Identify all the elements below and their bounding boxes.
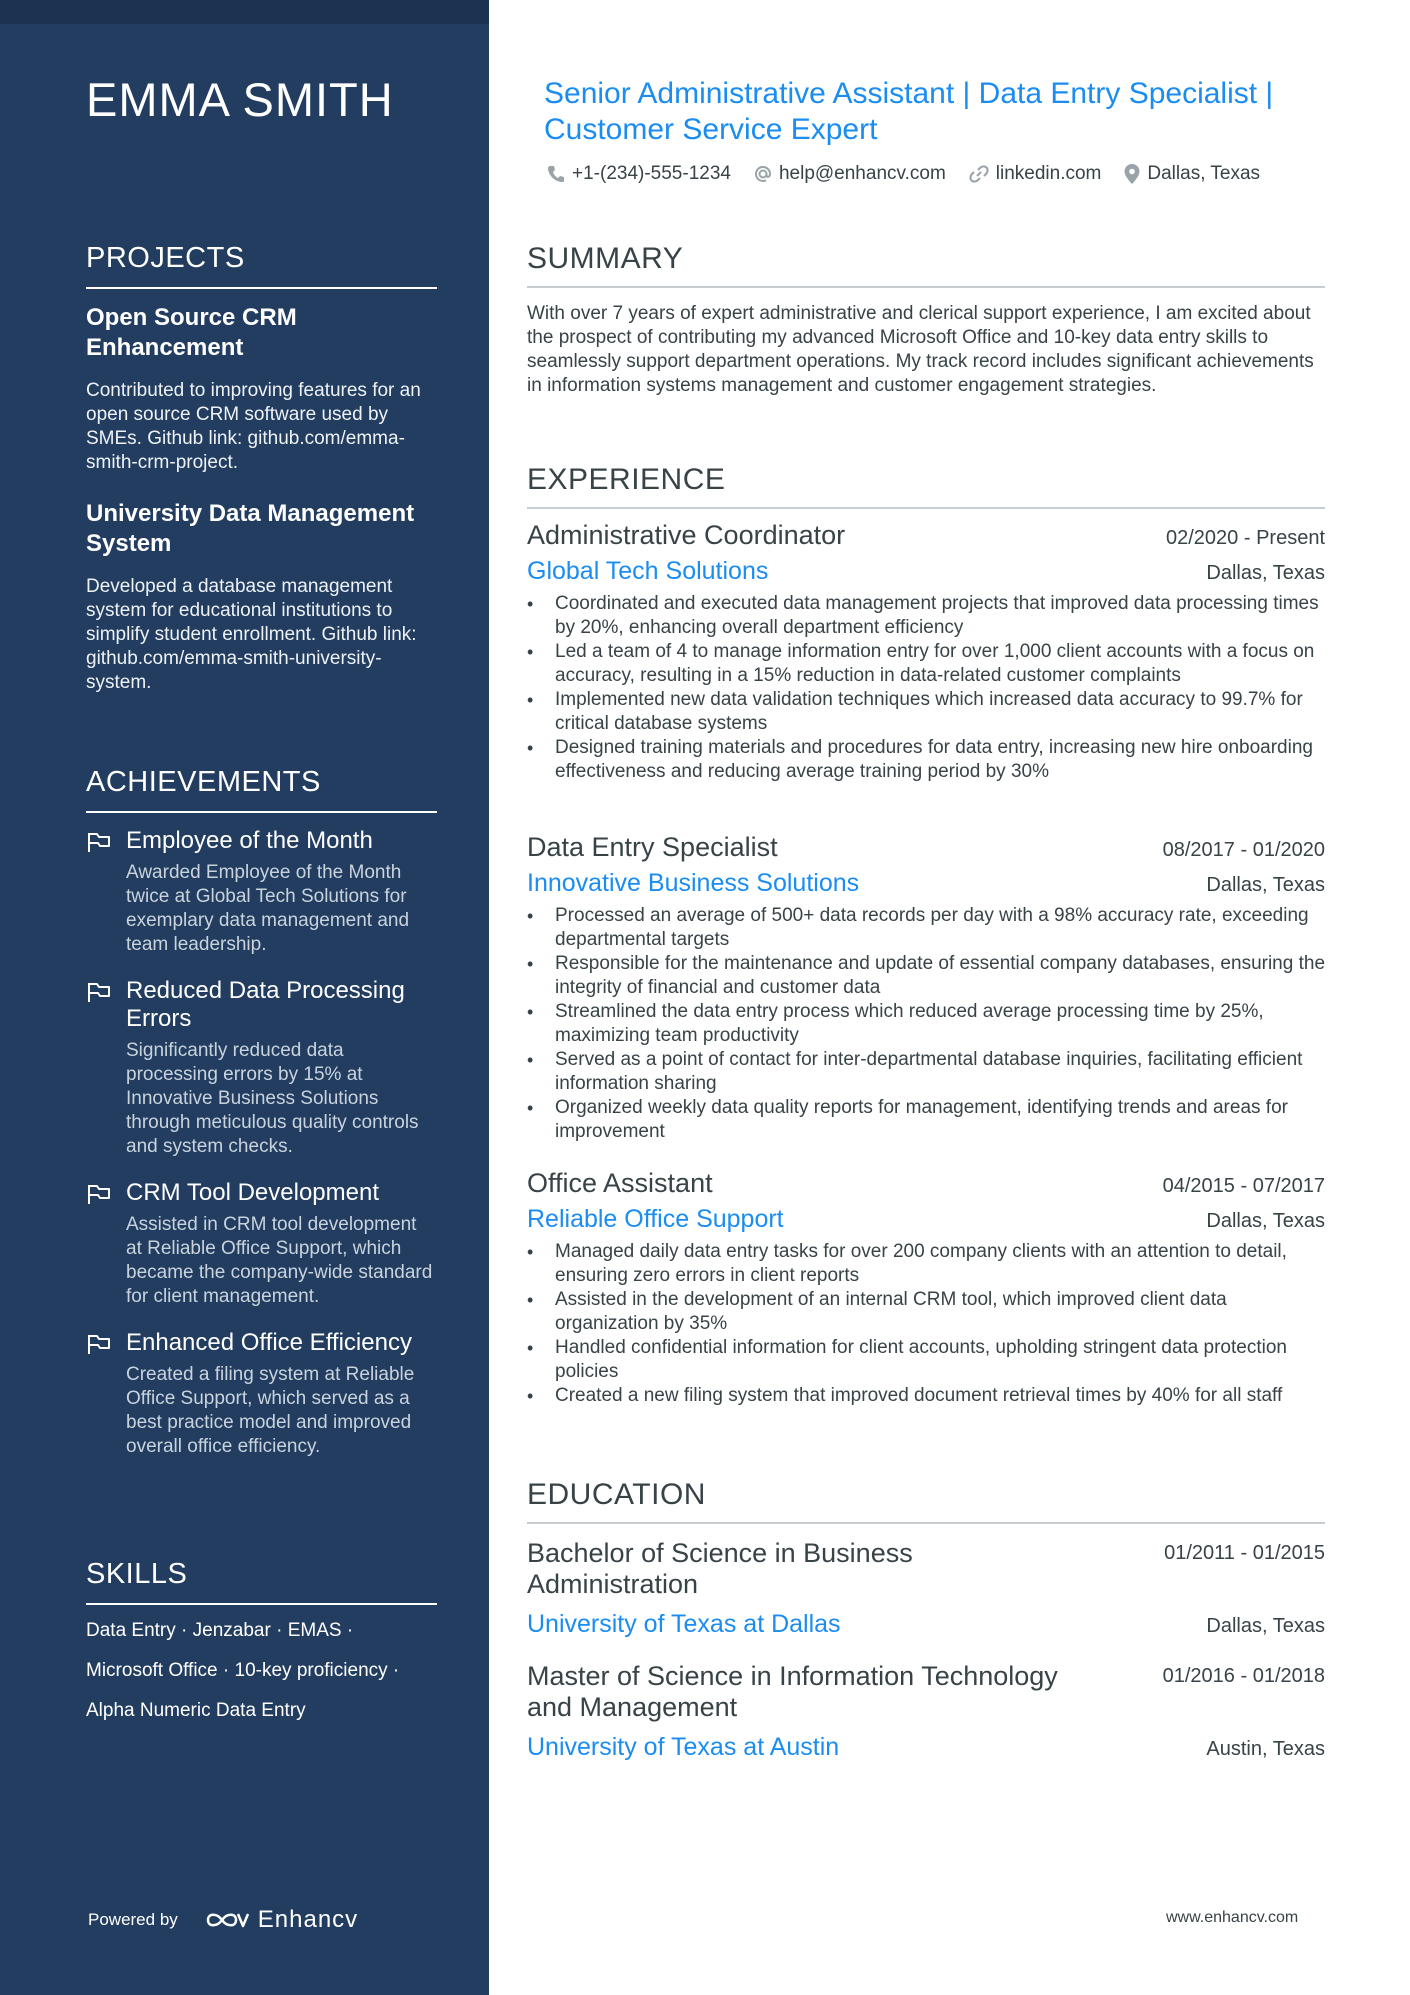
job-entry	[527, 520, 1325, 784]
skills-section	[86, 1558, 437, 1739]
achievement-title: Enhanced Office Efficiency	[126, 1329, 412, 1356]
achievement-title: Reduced Data Processing Errors	[126, 977, 405, 1032]
projects-title: PROJECTS	[86, 242, 437, 289]
project-title: Open Source CRM Enhancement	[86, 304, 297, 361]
education-entry	[527, 1538, 1325, 1639]
education-date: 01/2011 - 01/2015	[1164, 1542, 1325, 1564]
contact-email[interactable]	[753, 163, 946, 185]
job-bullet: • Implemented new data validation techniques which increased data accuracy to 99.7% for critical database systems	[527, 688, 1325, 736]
enhancv-logo[interactable]	[204, 1906, 358, 1934]
education-degree: Master of Science in Information Technology and Management	[527, 1661, 1058, 1722]
job-bullet: • Led a team of 4 to manage information entry for over 1,000 client accounts with a focus on accuracy, resulting in a 15% reduction in data-related customer complaints	[527, 640, 1325, 688]
enhancv-logo-icon	[204, 1908, 250, 1932]
job-date: 04/2015 - 07/2017	[1162, 1175, 1325, 1197]
achievement-description: Awarded Employee of the Month twice at Global Tech Solutions for exemplary data management and team leadership.	[126, 862, 410, 955]
achievement-description: Created a filing system at Reliable Office Support, which served as a best practice model and improved overall office efficiency.	[126, 1364, 415, 1457]
project-item	[86, 303, 437, 475]
job-bullet: • Managed daily data entry tasks for over 200 company clients with an attention to detail, ensuring zero errors in client reports	[527, 1240, 1325, 1288]
achievement-item	[86, 977, 437, 1159]
education-entry	[527, 1661, 1325, 1762]
job-location: Dallas, Texas	[1206, 1210, 1325, 1232]
location-text: Dallas, Texas	[1147, 163, 1261, 184]
projects-section	[86, 242, 437, 719]
project-description: Contributed to improving features for an open source CRM software used by SMEs. Github link: github.com/emma-smith-crm-project.	[86, 380, 421, 473]
achievement-item	[86, 1329, 437, 1459]
job-company[interactable]: Global Tech Solutions	[527, 557, 769, 585]
achievement-item	[86, 1179, 437, 1309]
candidate-name: EMMA SMITH	[86, 73, 394, 126]
at-icon	[753, 164, 773, 184]
education-school[interactable]: University of Texas at Dallas	[527, 1610, 841, 1638]
education-degree: Bachelor of Science in Business Administration	[527, 1538, 913, 1599]
flag-icon	[86, 1333, 112, 1355]
achievements-title: ACHIEVEMENTS	[86, 766, 437, 813]
achievement-title: Employee of the Month	[126, 827, 373, 854]
enhancv-brand: Enhancv	[257, 1906, 359, 1933]
job-date: 02/2020 - Present	[1166, 527, 1325, 549]
education-school[interactable]: University of Texas at Austin	[527, 1733, 840, 1761]
contact-bar	[546, 163, 1282, 185]
footer-url[interactable]: www.enhancv.com	[1166, 1909, 1299, 1926]
job-bullet: • Served as a point of contact for inter-departmental database inquiries, facilitating efficient information sharing	[527, 1048, 1325, 1096]
job-bullet: • Assisted in the development of an internal CRM tool, which improved client data organization by 35%	[527, 1288, 1325, 1336]
education-date: 01/2016 - 01/2018	[1162, 1665, 1325, 1687]
job-bullet: • Organized weekly data quality reports for management, identifying trends and areas for improvement	[527, 1096, 1325, 1144]
achievement-title: CRM Tool Development	[126, 1179, 379, 1206]
contact-phone[interactable]	[546, 163, 731, 185]
link-icon	[968, 164, 990, 184]
experience-title: EXPERIENCE	[527, 463, 1325, 509]
project-description: Developed a database management system for educational institutions to simplify student enrollment. Github link: github.com/emma-smith-university-system.	[86, 576, 417, 693]
flag-icon	[86, 831, 112, 853]
job-bullet: • Handled confidential information for client accounts, upholding stringent data protection policies	[527, 1336, 1325, 1384]
job-bullet: • Created a new filing system that improved document retrieval times by 40% for all staff	[527, 1384, 1325, 1408]
phone-text: +1-(234)-555-1234	[572, 163, 731, 184]
email-text: help@enhancv.com	[778, 163, 946, 184]
phone-icon	[546, 164, 566, 184]
project-item	[86, 499, 437, 695]
sidebar-top-bar	[0, 0, 489, 24]
skills-title: SKILLS	[86, 1558, 437, 1605]
achievements-section	[86, 766, 437, 1479]
job-entry	[527, 832, 1325, 1144]
job-bullet: • Streamlined the data entry process which reduced average processing time by 25%, maximizing team productivity	[527, 1000, 1325, 1048]
job-bullets	[527, 592, 1325, 784]
job-bullets	[527, 1240, 1325, 1408]
achievement-description: Significantly reduced data processing errors by 15% at Innovative Business Solutions through meticulous quality controls and system checks.	[126, 1040, 419, 1157]
job-bullet: • Responsible for the maintenance and update of essential company databases, ensuring the integrity of financial and customer data	[527, 952, 1325, 1000]
job-company[interactable]: Innovative Business Solutions	[527, 869, 860, 897]
education-title: EDUCATION	[527, 1478, 1325, 1524]
powered-by	[88, 1906, 358, 1934]
summary-text: With over 7 years of expert administrative and clerical support experience, I am excited about the prospect of contributing my advanced Microsoft Office and 10-key data entry skills to seamlessly support department operations. My track record includes significant achievements in information systems management and customer engagement strategies.	[527, 303, 1314, 396]
linkedin-text: linkedin.com	[995, 163, 1102, 184]
job-bullet: • Processed an average of 500+ data records per day with a 98% accuracy rate, exceeding departmental targets	[527, 904, 1325, 952]
job-bullets	[527, 904, 1325, 1144]
achievement-item	[86, 827, 437, 957]
skills-line: Data Entry · Jenzabar · EMAS ·	[86, 1620, 354, 1641]
job-date: 08/2017 - 01/2020	[1162, 839, 1325, 861]
job-bullet: • Coordinated and executed data management projects that improved data processing times by 20%, enhancing overall department efficiency	[527, 592, 1325, 640]
skills-line: Alpha Numeric Data Entry	[86, 1700, 306, 1721]
achievement-description: Assisted in CRM tool development at Reliable Office Support, which became the company-wide standard for client management.	[126, 1214, 433, 1307]
flag-icon	[86, 981, 112, 1003]
job-title: Office Assistant	[527, 1168, 713, 1198]
job-bullet: • Designed training materials and procedures for data entry, increasing new hire onboarding effectiveness and reducing average training period by 30%	[527, 736, 1325, 784]
project-title: University Data Management System	[86, 500, 415, 557]
job-title: Data Entry Specialist	[527, 832, 778, 862]
education-location: Dallas, Texas	[1206, 1615, 1325, 1637]
headline: Senior Administrative Assistant | Data Entry Specialist | Customer Service Expert	[544, 77, 1274, 146]
job-title: Administrative Coordinator	[527, 520, 846, 550]
contact-location	[1123, 163, 1260, 185]
summary-title: SUMMARY	[527, 242, 1325, 288]
education-location: Austin, Texas	[1206, 1738, 1325, 1760]
job-location: Dallas, Texas	[1206, 874, 1325, 896]
location-pin-icon	[1123, 163, 1141, 185]
contact-linkedin[interactable]	[968, 163, 1102, 185]
flag-icon	[86, 1183, 112, 1205]
job-company[interactable]: Reliable Office Support	[527, 1205, 784, 1233]
sidebar	[0, 0, 489, 1995]
job-location: Dallas, Texas	[1206, 562, 1325, 584]
skills-line: Microsoft Office · 10-key proficiency ·	[86, 1660, 400, 1681]
job-entry	[527, 1168, 1325, 1408]
powered-by-label: Powered by	[88, 1910, 178, 1929]
